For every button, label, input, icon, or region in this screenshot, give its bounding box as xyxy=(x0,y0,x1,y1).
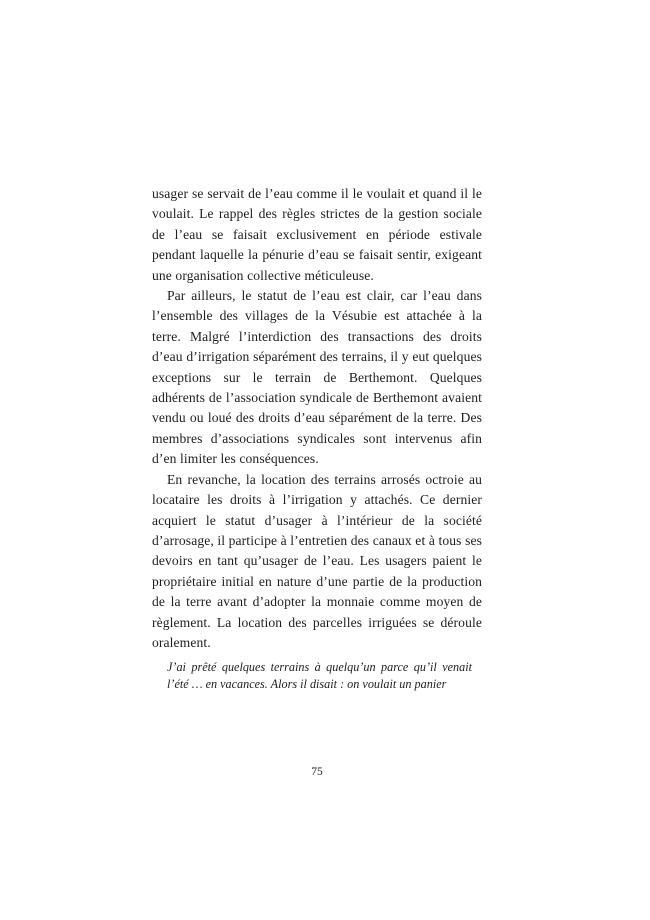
block-quote: J’ai prêté quelques terrains à quelqu’un parce qu’il venait l’été … en vacances. Alors il disait : on voulait un panier xyxy=(167,660,472,692)
paragraph: usager se servait de l’eau comme il le voulait et quand il le voulait. Le rappel des règles strictes de la gestion sociale de l’eau se faisait exclusivement en période estivale pendant laquelle la pénurie d’eau se faisait sentir, exigeant une organisation collective méticuleuse. xyxy=(152,186,482,283)
paragraph: Par ailleurs, le statut de l’eau est clair, car l’eau dans l’ensemble des villages de la Vésubie est attachée à la terre. Malgré l’interdiction des transactions des droits d’eau d’irrigation séparément des terrains, il y eut quelques exceptions sur le terrain de Berthemont. Quelques adhérents de l’association syndicale de Berthemont avaient vendu ou loué des droits d’eau séparément de la terre. Des membres d’associations syndicales sont intervenus afin d’en limiter les conséquences. xyxy=(152,288,482,467)
page-number: 75 xyxy=(311,766,323,778)
paragraph: En revanche, la location des terrains arrosés octroie au locataire les droits à l’irrigation y attachés. Ce dernier acquiert le statut d’usager à l’intérieur de la société d’arrosage, il participe à l’entretien des canaux et à tous ses devoirs en tant qu’usager de l’eau. Les usagers paient le propriétaire initial en nature d’une partie de la production de la terre avant d’adopter la monnaie comme moyen de règlement. La location des parcelles irriguées se déroule oralement. xyxy=(152,471,482,650)
text-block xyxy=(152,184,482,693)
